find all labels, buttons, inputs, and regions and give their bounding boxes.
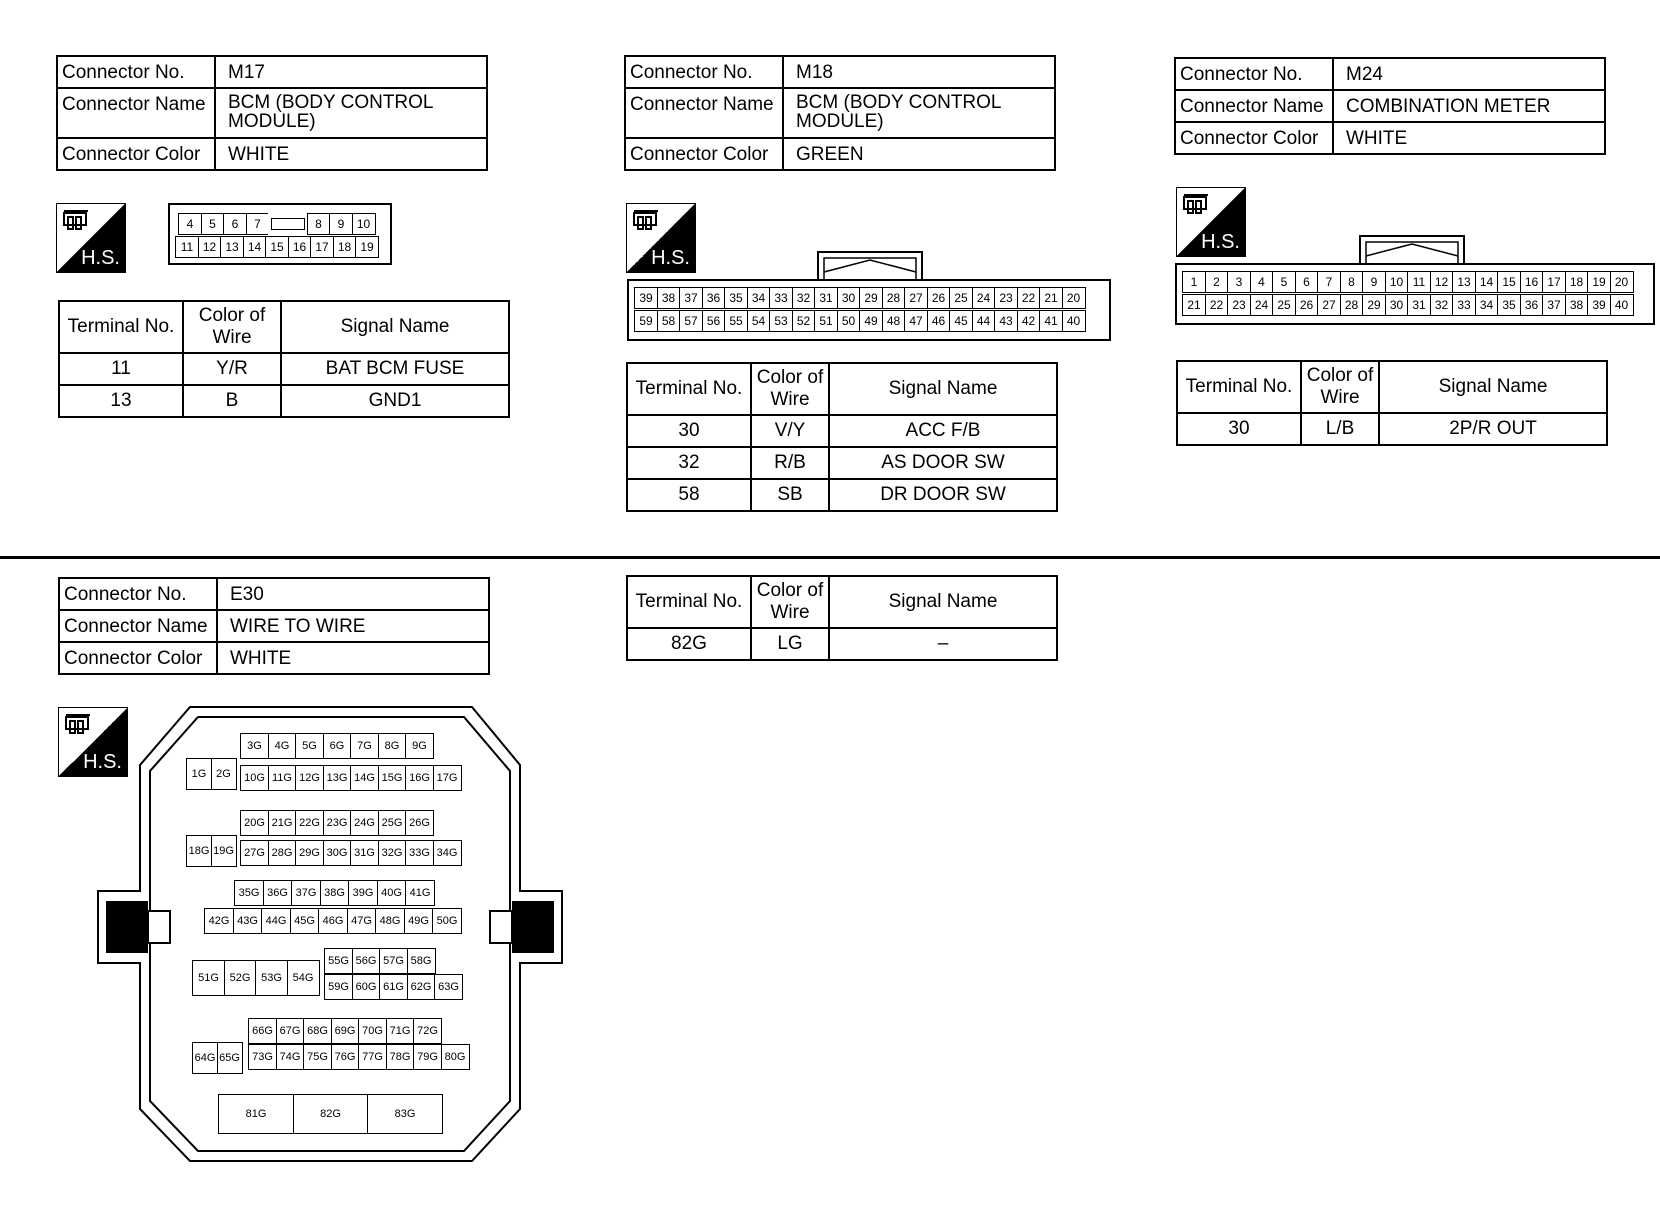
pin-39G: 39G <box>348 880 378 906</box>
m24-pin-row-bottom <box>1182 294 1632 316</box>
pin-51: 51 <box>814 310 838 332</box>
wire-color: SB <box>751 479 829 511</box>
pin-78G: 78G <box>386 1044 415 1070</box>
e30-pin-group-g3-bottom <box>204 908 461 934</box>
pin-76G: 76G <box>331 1044 360 1070</box>
e30-connector-no: E30 <box>217 578 489 610</box>
pin-1: 1 <box>1182 271 1206 293</box>
terminal-no-header: Terminal No. <box>1177 361 1301 413</box>
pin-22: 22 <box>1205 294 1229 316</box>
pin-35: 35 <box>1497 294 1521 316</box>
pin-54G: 54G <box>287 960 320 996</box>
pin-52: 52 <box>792 310 816 332</box>
pin-10G: 10G <box>240 765 269 791</box>
pin-41: 41 <box>1039 310 1063 332</box>
table-row <box>627 479 1057 511</box>
hs-label: H.S. <box>1201 231 1240 253</box>
signal-name: DR DOOR SW <box>829 479 1057 511</box>
e30-pin-group-g5-left <box>192 1042 241 1074</box>
connector-color-label: Connector Color <box>59 642 217 674</box>
connector-icon <box>1182 193 1212 219</box>
pin-57G: 57G <box>379 948 408 974</box>
wire-color: L/B <box>1301 413 1379 445</box>
pin-31G: 31G <box>350 840 379 866</box>
pin-22: 22 <box>1017 287 1041 309</box>
pin-55G: 55G <box>324 948 353 974</box>
wire-color: B <box>183 385 281 417</box>
pin-34: 34 <box>747 287 771 309</box>
pin-81G: 81G <box>218 1094 294 1134</box>
pin-65G: 65G <box>217 1042 243 1074</box>
connector-color-label: Connector Color <box>57 138 215 170</box>
pin-43: 43 <box>994 310 1018 332</box>
section-divider <box>0 556 1660 559</box>
pin-30G: 30G <box>323 840 352 866</box>
e30-pin-group-g4-left <box>192 960 318 996</box>
pin-66G: 66G <box>248 1018 277 1044</box>
e30-pin-group-g5-bottom <box>248 1044 468 1070</box>
e30-pin-group-g1-bottom <box>240 765 460 791</box>
pin-39: 39 <box>634 287 658 309</box>
pin-40G: 40G <box>377 880 407 906</box>
pin-29: 29 <box>1362 294 1386 316</box>
pin-7: 7 <box>1317 271 1341 293</box>
e30-pin-group-g5-top <box>248 1018 441 1044</box>
pin-68G: 68G <box>303 1018 332 1044</box>
pin-31: 31 <box>814 287 838 309</box>
pin-50: 50 <box>837 310 861 332</box>
right-latch <box>512 901 554 953</box>
pin-28: 28 <box>1340 294 1364 316</box>
pin-38: 38 <box>657 287 681 309</box>
e30-pin-group-g1-left <box>186 758 235 790</box>
pin-56: 56 <box>702 310 726 332</box>
pin-21G: 21G <box>268 810 297 836</box>
pin-57: 57 <box>679 310 703 332</box>
pin-31: 31 <box>1407 294 1431 316</box>
pin-40: 40 <box>1610 294 1634 316</box>
pin-80G: 80G <box>441 1044 470 1070</box>
e30-pin-group-g2-bottom <box>240 840 460 866</box>
color-of-wire-header: Color of Wire <box>183 301 281 353</box>
pin-34G: 34G <box>433 840 462 866</box>
terminal-no: 13 <box>59 385 183 417</box>
pin-9: 9 <box>1362 271 1386 293</box>
m24-connector-no: M24 <box>1333 58 1605 90</box>
e30-pin-group-g1-top <box>240 733 433 759</box>
m17-pin-row-top <box>178 213 374 235</box>
e30-pin-group-g3-top <box>234 880 434 906</box>
e30-connector-name: WIRE TO WIRE <box>217 610 489 642</box>
pin-72G: 72G <box>413 1018 442 1044</box>
pin-35G: 35G <box>234 880 264 906</box>
pin-60G: 60G <box>352 974 381 1000</box>
pin-30: 30 <box>1385 294 1409 316</box>
pin-42: 42 <box>1017 310 1041 332</box>
pin-21: 21 <box>1182 294 1206 316</box>
pin-50G: 50G <box>432 908 462 934</box>
signal-name: 2P/R OUT <box>1379 413 1607 445</box>
pin-47: 47 <box>904 310 928 332</box>
pin-20: 20 <box>1610 271 1634 293</box>
pin-38: 38 <box>1565 294 1589 316</box>
pin-49: 49 <box>859 310 883 332</box>
pin-24G: 24G <box>350 810 379 836</box>
connector-no-label: Connector No. <box>625 56 783 88</box>
pin-75G: 75G <box>303 1044 332 1070</box>
pin-59: 59 <box>634 310 658 332</box>
pin-23: 23 <box>994 287 1018 309</box>
m17-connector-no: M17 <box>215 56 487 88</box>
connector-name-label: Connector Name <box>1175 90 1333 122</box>
pin-19G: 19G <box>211 835 237 867</box>
color-of-wire-header: Color of Wire <box>1301 361 1379 413</box>
signal-name: ACC F/B <box>829 415 1057 447</box>
pin-5G: 5G <box>295 733 324 759</box>
terminal-no: 11 <box>59 353 183 385</box>
connector-no-label: Connector No. <box>59 578 217 610</box>
terminal-no: 30 <box>627 415 751 447</box>
pin-6: 6 <box>1295 271 1319 293</box>
signal-name: GND1 <box>281 385 509 417</box>
pin-14: 14 <box>243 236 267 258</box>
connector-no-label: Connector No. <box>1175 58 1333 90</box>
connector-icon <box>62 209 92 235</box>
m18-terminal-table <box>626 362 1058 512</box>
terminal-no: 30 <box>1177 413 1301 445</box>
m24-connector-name: COMBINATION METER <box>1333 90 1605 122</box>
pin-27: 27 <box>904 287 928 309</box>
table-row <box>627 415 1057 447</box>
pin-22G: 22G <box>295 810 324 836</box>
pin-45: 45 <box>949 310 973 332</box>
signal-name: – <box>829 628 1057 660</box>
pin-13: 13 <box>1452 271 1476 293</box>
pin-74G: 74G <box>276 1044 305 1070</box>
pin-10: 10 <box>352 213 376 235</box>
pin-67G: 67G <box>276 1018 305 1044</box>
pin-15: 15 <box>265 236 289 258</box>
signal-name-header: Signal Name <box>281 301 509 353</box>
connector-key-slot <box>268 213 308 235</box>
terminal-no-header: Terminal No. <box>59 301 183 353</box>
pin-41G: 41G <box>405 880 435 906</box>
e30-connector-info <box>58 577 490 675</box>
pin-56G: 56G <box>352 948 381 974</box>
e30-pin-group-g4-bottom <box>324 974 462 1000</box>
pin-36G: 36G <box>263 880 293 906</box>
pin-5: 5 <box>201 213 225 235</box>
pin-4G: 4G <box>268 733 297 759</box>
pin-32G: 32G <box>378 840 407 866</box>
pin-15: 15 <box>1497 271 1521 293</box>
pin-14: 14 <box>1475 271 1499 293</box>
pin-33: 33 <box>769 287 793 309</box>
signal-name: AS DOOR SW <box>829 447 1057 479</box>
pin-3G: 3G <box>240 733 269 759</box>
pin-38G: 38G <box>320 880 350 906</box>
pin-44G: 44G <box>261 908 291 934</box>
pin-79G: 79G <box>413 1044 442 1070</box>
pin-13G: 13G <box>323 765 352 791</box>
connector-no-label: Connector No. <box>57 56 215 88</box>
pin-11: 11 <box>1407 271 1431 293</box>
connector-name-label: Connector Name <box>59 610 217 642</box>
m18-connector-no: M18 <box>783 56 1055 88</box>
pin-39: 39 <box>1587 294 1611 316</box>
pin-33G: 33G <box>405 840 434 866</box>
pin-27G: 27G <box>240 840 269 866</box>
pin-11: 11 <box>175 236 199 258</box>
pin-58G: 58G <box>407 948 436 974</box>
pin-14G: 14G <box>350 765 379 791</box>
table-row <box>627 447 1057 479</box>
connector-icon <box>64 713 94 739</box>
pin-46: 46 <box>927 310 951 332</box>
pin-7G: 7G <box>350 733 379 759</box>
pin-24: 24 <box>1250 294 1274 316</box>
pin-59G: 59G <box>324 974 353 1000</box>
pin-17: 17 <box>1542 271 1566 293</box>
e30-connector-color: WHITE <box>217 642 489 674</box>
pin-13: 13 <box>220 236 244 258</box>
m18-connector-name: BCM (BODY CONTROL MODULE) <box>783 88 1055 138</box>
pin-19: 19 <box>1587 271 1611 293</box>
pin-12G: 12G <box>295 765 324 791</box>
pin-8G: 8G <box>378 733 407 759</box>
pin-16G: 16G <box>405 765 434 791</box>
connector-name-label: Connector Name <box>57 88 215 138</box>
pin-53: 53 <box>769 310 793 332</box>
pin-8: 8 <box>307 213 331 235</box>
pin-37G: 37G <box>291 880 321 906</box>
hs-label: H.S. <box>83 751 122 773</box>
pin-32: 32 <box>1430 294 1454 316</box>
pin-35: 35 <box>724 287 748 309</box>
pin-40: 40 <box>1062 310 1086 332</box>
pin-7: 7 <box>246 213 270 235</box>
pin-15G: 15G <box>378 765 407 791</box>
pin-6: 6 <box>223 213 247 235</box>
m18-connector-color: GREEN <box>783 138 1055 170</box>
pin-43G: 43G <box>233 908 263 934</box>
hs-label: H.S. <box>81 247 120 269</box>
m24-pin-row-top <box>1182 271 1632 293</box>
table-row <box>1177 413 1607 445</box>
pin-48: 48 <box>882 310 906 332</box>
pin-37: 37 <box>679 287 703 309</box>
signal-name: BAT BCM FUSE <box>281 353 509 385</box>
pin-64G: 64G <box>192 1042 218 1074</box>
pin-26: 26 <box>927 287 951 309</box>
pin-27: 27 <box>1317 294 1341 316</box>
pin-36: 36 <box>1520 294 1544 316</box>
pin-30: 30 <box>837 287 861 309</box>
pin-63G: 63G <box>434 974 463 1000</box>
pin-10: 10 <box>1385 271 1409 293</box>
m24-terminal-table <box>1176 360 1608 446</box>
m17-connector-info <box>56 55 488 171</box>
pin-33: 33 <box>1452 294 1476 316</box>
pin-18G: 18G <box>186 835 212 867</box>
pin-6G: 6G <box>323 733 352 759</box>
pin-1G: 1G <box>186 758 212 790</box>
pin-62G: 62G <box>407 974 436 1000</box>
pin-19: 19 <box>355 236 379 258</box>
connector-color-label: Connector Color <box>625 138 783 170</box>
m17-pin-row-bottom <box>175 236 378 258</box>
pin-70G: 70G <box>358 1018 387 1044</box>
pin-71G: 71G <box>386 1018 415 1044</box>
wire-color: Y/R <box>183 353 281 385</box>
pin-25: 25 <box>1272 294 1296 316</box>
pin-54: 54 <box>747 310 771 332</box>
pin-34: 34 <box>1475 294 1499 316</box>
connector-icon <box>632 209 662 235</box>
pin-77G: 77G <box>358 1044 387 1070</box>
pin-18: 18 <box>1565 271 1589 293</box>
pin-25G: 25G <box>378 810 407 836</box>
pin-16: 16 <box>1520 271 1544 293</box>
m18-connector-info <box>624 55 1056 171</box>
m17-terminal-table <box>58 300 510 418</box>
pin-18: 18 <box>333 236 357 258</box>
e30-terminal-table <box>626 575 1058 661</box>
hs-label: H.S. <box>651 247 690 269</box>
pin-4: 4 <box>178 213 202 235</box>
pin-17G: 17G <box>433 765 462 791</box>
pin-12: 12 <box>198 236 222 258</box>
e30-pin-group-g4-top <box>324 948 434 974</box>
table-row <box>59 353 509 385</box>
wire-color: V/Y <box>751 415 829 447</box>
m17-connector-color: WHITE <box>215 138 487 170</box>
pin-3: 3 <box>1227 271 1251 293</box>
pin-12: 12 <box>1430 271 1454 293</box>
wire-color: R/B <box>751 447 829 479</box>
color-of-wire-header: Color of Wire <box>751 576 829 628</box>
pin-23: 23 <box>1227 294 1251 316</box>
pin-23G: 23G <box>323 810 352 836</box>
m18-pin-row-bottom <box>634 310 1084 332</box>
pin-25: 25 <box>949 287 973 309</box>
e30-pin-group-g2-top <box>240 810 433 836</box>
pin-37: 37 <box>1542 294 1566 316</box>
connector-name-label: Connector Name <box>625 88 783 138</box>
signal-name-header: Signal Name <box>1379 361 1607 413</box>
pin-46G: 46G <box>318 908 348 934</box>
terminal-no: 32 <box>627 447 751 479</box>
pin-28G: 28G <box>268 840 297 866</box>
pin-52G: 52G <box>224 960 257 996</box>
m17-hs-badge <box>56 203 126 273</box>
pin-53G: 53G <box>255 960 288 996</box>
pin-20: 20 <box>1062 287 1086 309</box>
pin-17: 17 <box>310 236 334 258</box>
m17-connector-name: BCM (BODY CONTROL MODULE) <box>215 88 487 138</box>
connector-color-label: Connector Color <box>1175 122 1333 154</box>
m24-connector-info <box>1174 57 1606 155</box>
pin-2G: 2G <box>211 758 237 790</box>
pin-51G: 51G <box>192 960 225 996</box>
pin-61G: 61G <box>379 974 408 1000</box>
table-row <box>627 628 1057 660</box>
pin-73G: 73G <box>248 1044 277 1070</box>
e30-pin-group-g6 <box>218 1094 442 1134</box>
pin-55: 55 <box>724 310 748 332</box>
terminal-no: 58 <box>627 479 751 511</box>
pin-29G: 29G <box>295 840 324 866</box>
pin-49G: 49G <box>404 908 434 934</box>
pin-44: 44 <box>972 310 996 332</box>
pin-82G: 82G <box>293 1094 369 1134</box>
pin-8: 8 <box>1340 271 1364 293</box>
pin-11G: 11G <box>268 765 297 791</box>
m18-pin-row-top <box>634 287 1084 309</box>
pin-42G: 42G <box>204 908 234 934</box>
pin-2: 2 <box>1205 271 1229 293</box>
pin-5: 5 <box>1272 271 1296 293</box>
wire-color: LG <box>751 628 829 660</box>
signal-name-header: Signal Name <box>829 576 1057 628</box>
pin-83G: 83G <box>367 1094 443 1134</box>
pin-29: 29 <box>859 287 883 309</box>
pin-24: 24 <box>972 287 996 309</box>
pin-32: 32 <box>792 287 816 309</box>
e30-pin-group-g2-left <box>186 835 235 867</box>
pin-21: 21 <box>1039 287 1063 309</box>
pin-26G: 26G <box>405 810 434 836</box>
terminal-no-header: Terminal No. <box>627 576 751 628</box>
pin-45G: 45G <box>290 908 320 934</box>
pin-48G: 48G <box>375 908 405 934</box>
pin-26: 26 <box>1295 294 1319 316</box>
pin-69G: 69G <box>331 1018 360 1044</box>
signal-name-header: Signal Name <box>829 363 1057 415</box>
terminal-no-header: Terminal No. <box>627 363 751 415</box>
left-latch <box>106 901 148 953</box>
pin-58: 58 <box>657 310 681 332</box>
pin-16: 16 <box>288 236 312 258</box>
color-of-wire-header: Color of Wire <box>751 363 829 415</box>
pin-9: 9 <box>329 213 353 235</box>
m24-connector-color: WHITE <box>1333 122 1605 154</box>
pin-4: 4 <box>1250 271 1274 293</box>
pin-28: 28 <box>882 287 906 309</box>
pin-47G: 47G <box>347 908 377 934</box>
terminal-no: 82G <box>627 628 751 660</box>
pin-9G: 9G <box>405 733 434 759</box>
pin-36: 36 <box>702 287 726 309</box>
pin-20G: 20G <box>240 810 269 836</box>
table-row <box>59 385 509 417</box>
